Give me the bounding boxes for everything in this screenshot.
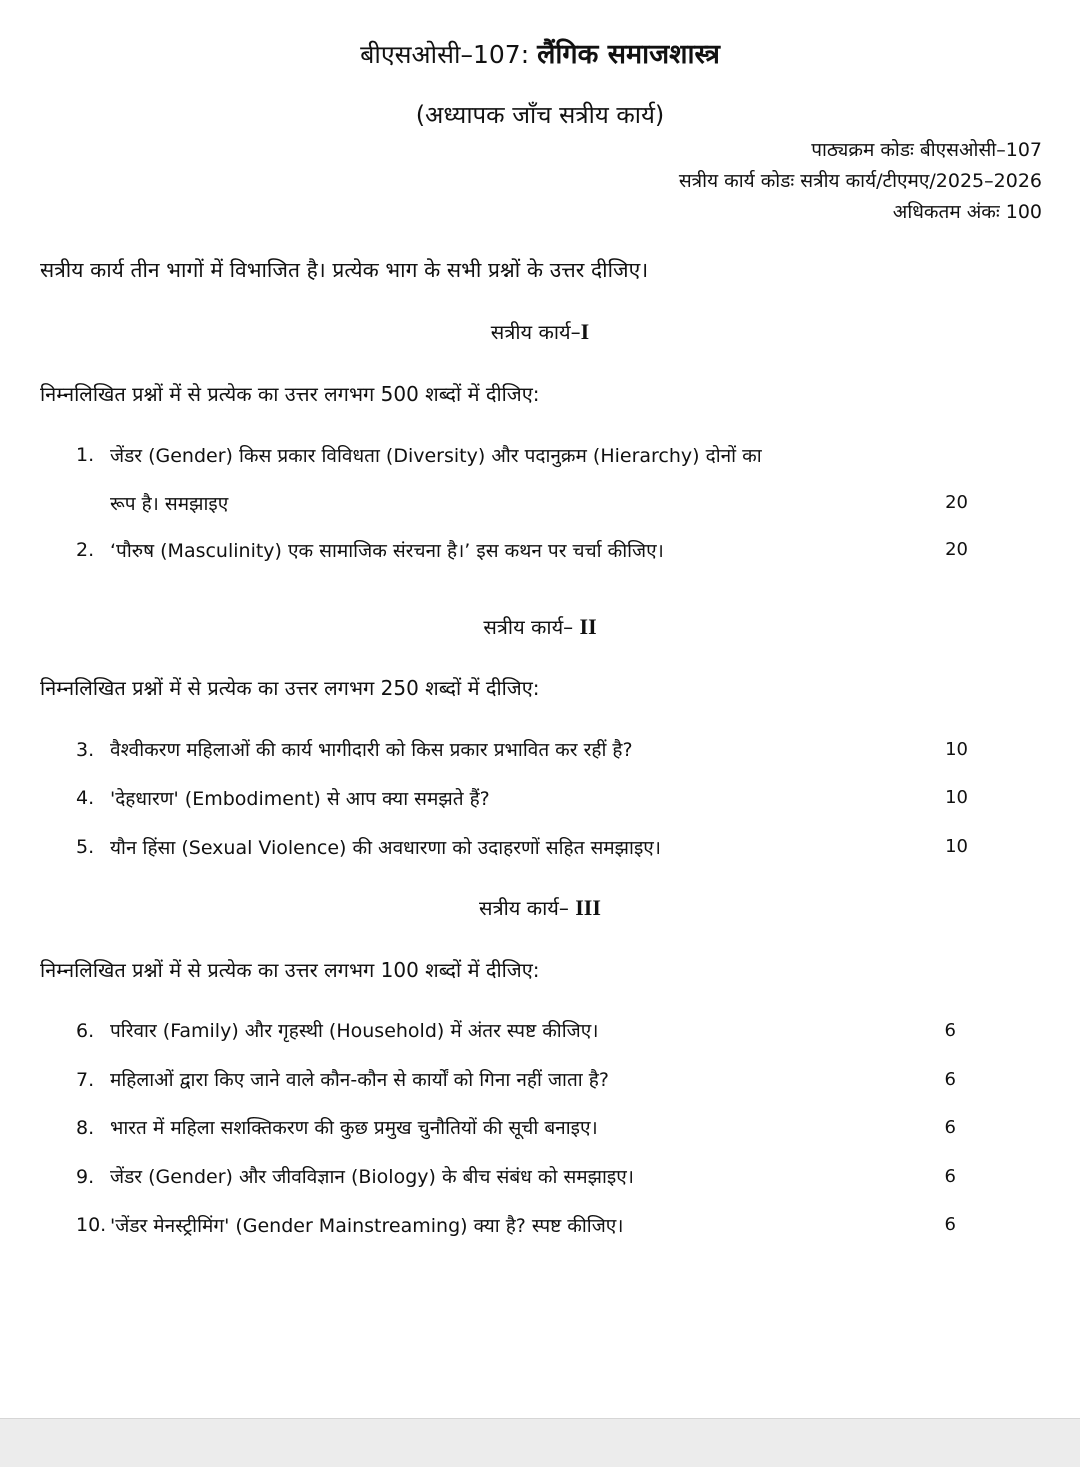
question-marks: 20 <box>945 539 968 560</box>
question-text: जेंडर (Gender) और जीवविज्ञान (Biology) के बीच संबंध को समझाइए। <box>110 1166 634 1188</box>
question-text: जेंडर (Gender) किस प्रकार विविधता (Diversity) और पदानुक्रम (Hierarchy) दोनों का <box>110 445 762 467</box>
document-subtitle: (अध्यापक जाँच सत्रीय कार्य) <box>415 101 665 129</box>
question-text: ‘पौरुष (Masculinity) एक सामाजिक संरचना है।’ इस कथन पर चर्चा कीजिए। <box>110 540 664 562</box>
question-text: भारत में महिला सशक्तिकरण की कुछ प्रमुख चुनौतियों की सूची बनाइए। <box>110 1117 598 1139</box>
section-heading-roman: II <box>579 614 597 639</box>
document-title <box>0 34 1080 71</box>
question-number: 8. <box>76 1117 95 1139</box>
question-number: 9. <box>76 1166 95 1188</box>
section-instruction-1: निम्नलिखित प्रश्नों में से प्रत्येक का उत्तर लगभग 500 शब्दों में दीजिए: <box>40 382 540 406</box>
section-heading-label: सत्रीय कार्य– <box>490 320 581 344</box>
question-marks: 10 <box>945 739 968 760</box>
question-marks: 6 <box>944 1020 956 1041</box>
section-heading-3 <box>0 894 1080 921</box>
question-marks: 6 <box>944 1117 956 1138</box>
question-text: वैश्वीकरण महिलाओं की कार्य भागीदारी को किस प्रकार प्रभावित कर रहीं है? <box>110 739 633 761</box>
assignment-code: सत्रीय कार्य कोडः सत्रीय कार्य/टीएमए/2025–2026 <box>678 170 1042 192</box>
question-number: 5. <box>76 836 95 858</box>
question-marks: 10 <box>945 836 968 857</box>
max-marks: अधिकतम अंकः 100 <box>892 201 1042 223</box>
question-number: 1. <box>76 444 95 466</box>
question-marks: 6 <box>944 1166 956 1187</box>
question-marks: 10 <box>945 787 968 808</box>
section-heading-label: सत्रीय कार्य– <box>479 896 576 920</box>
question-text: 'जेंडर मेनस्ट्रीमिंग' (Gender Mainstreaming) क्या है? स्पष्ट कीजिए। <box>110 1215 624 1237</box>
section-heading-2 <box>0 613 1080 640</box>
question-marks: 6 <box>944 1214 956 1235</box>
question-number: 7. <box>76 1069 95 1091</box>
general-instruction: सत्रीय कार्य तीन भागों में विभाजित है। प्रत्येक भाग के सभी प्रश्नों के उत्तर दीजिए। <box>40 258 649 282</box>
question-text-continued: रूप है। समझाइए <box>110 493 229 515</box>
question-number: 2. <box>76 539 95 561</box>
section-instruction-3: निम्नलिखित प्रश्नों में से प्रत्येक का उत्तर लगभग 100 शब्दों में दीजिए: <box>40 958 540 982</box>
course-code: पाठ्यक्रम कोडः बीएसओसी–107 <box>811 139 1042 161</box>
question-number: 10. <box>76 1214 107 1236</box>
course-code-title: बीएसओसी–107: <box>360 40 530 69</box>
course-name-title: लैंगिक समाजशास्त्र <box>537 39 720 70</box>
question-text: यौन हिंसा (Sexual Violence) की अवधारणा को उदाहरणों सहित समझाइए। <box>110 837 661 859</box>
section-heading-roman: III <box>575 895 601 920</box>
page-bottom-edge <box>0 1418 1080 1467</box>
question-marks: 20 <box>945 492 968 513</box>
question-text: परिवार (Family) और गृहस्थी (Household) में अंतर स्पष्ट कीजिए। <box>110 1020 599 1042</box>
section-instruction-2: निम्नलिखित प्रश्नों में से प्रत्येक का उत्तर लगभग 250 शब्दों में दीजिए: <box>40 676 540 700</box>
question-marks: 6 <box>944 1069 956 1090</box>
question-text: 'देहधारण' (Embodiment) से आप क्या समझते हैं? <box>110 788 490 810</box>
section-heading-1 <box>0 318 1080 345</box>
question-number: 6. <box>76 1020 95 1042</box>
question-text: महिलाओं द्वारा किए जाने वाले कौन-कौन से कार्यों को गिना नहीं जाता है? <box>110 1069 609 1091</box>
section-heading-label: सत्रीय कार्य– <box>483 615 580 639</box>
question-number: 3. <box>76 739 95 761</box>
question-number: 4. <box>76 787 95 809</box>
section-heading-roman: I <box>580 319 590 344</box>
